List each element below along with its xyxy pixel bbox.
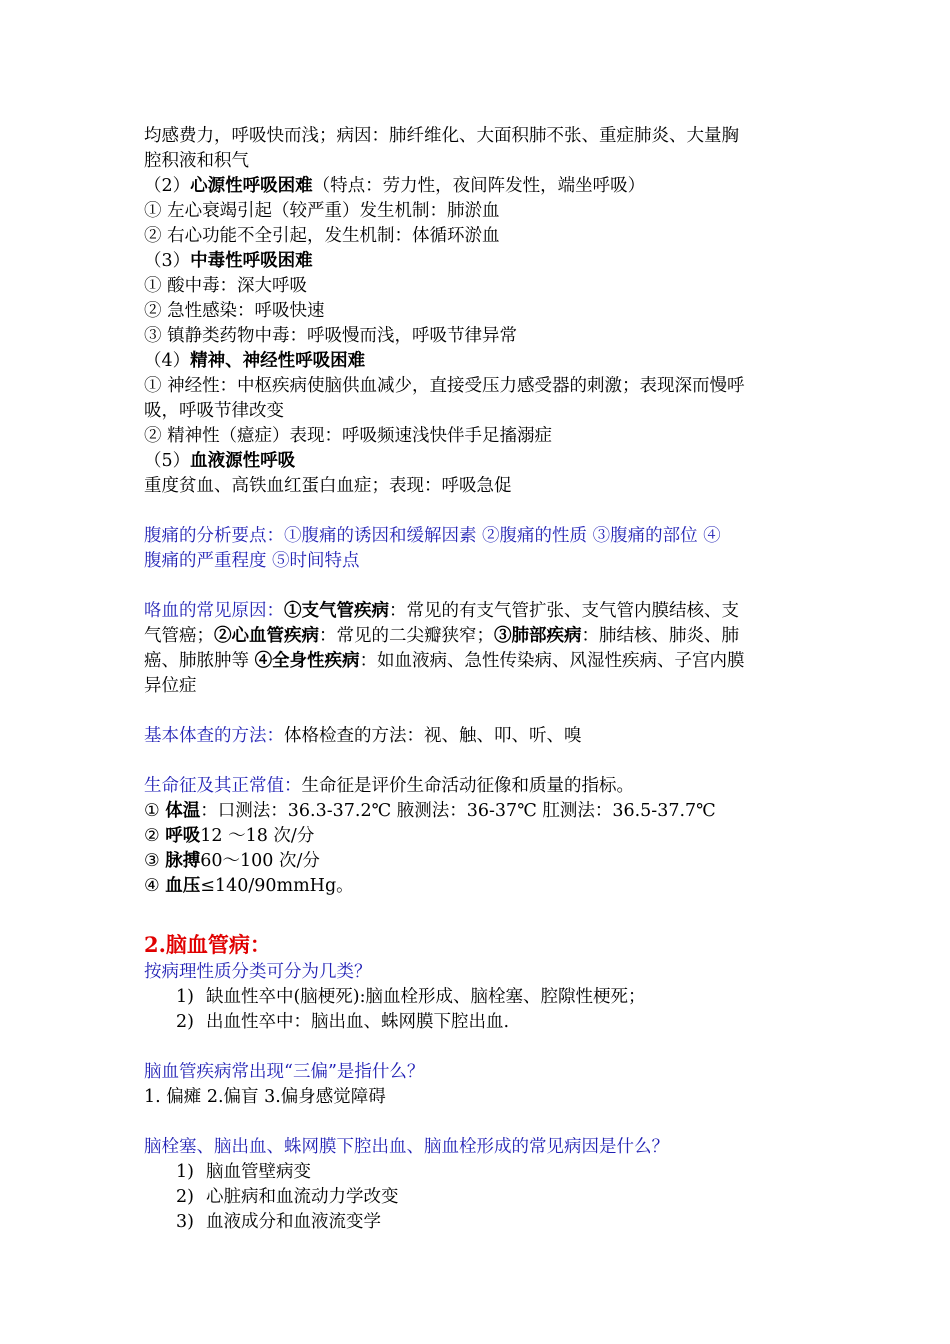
list-item: ① 神经性：中枢疾病使脑供血减少，直接受压力感受器的刺激；表现深而慢呼 [144, 376, 745, 396]
cause-title: ①支气管疾病 [284, 601, 389, 621]
list-item [144, 985, 814, 1010]
subsection-title: 血液源性呼吸 [190, 451, 296, 471]
list-item: ① 左心衰竭引起（较严重）发生机制：肺淤血 [144, 201, 500, 221]
item-number: ① [144, 801, 166, 821]
item-number: ④ [144, 876, 166, 896]
subsection-title: 心源性呼吸困难 [190, 176, 313, 196]
subsection-cardiac [144, 174, 814, 199]
item-number: （3） [144, 251, 191, 271]
vital-value: ：口测法：36.3-37.2℃ 腋测法：36-37℃ 肛测法：36.5-37.7℃ [200, 801, 716, 821]
hemoptysis-line [144, 624, 814, 649]
vital-blood-pressure [144, 874, 814, 899]
cause-title: ④全身性疾病 [254, 651, 360, 671]
spacer [144, 749, 814, 774]
list-item: ① 酸中毒：深大呼吸 [144, 276, 308, 296]
item-number: 2) [176, 1187, 194, 1207]
vitals-line [144, 774, 814, 799]
vital-title: 脉搏 [165, 851, 201, 871]
item-number: 1) [176, 987, 194, 1007]
subsection-title: 精神、神经性呼吸困难 [190, 351, 366, 371]
list-item: ② 右心功能不全引起，发生机制：体循环淤血 [144, 226, 500, 246]
item-number: 2) [176, 1012, 194, 1032]
text-line: 重度贫血、高铁血红蛋白血症；表现：呼吸急促 [144, 476, 512, 496]
subsection-note: （特点：劳力性，夜间阵发性，端坐呼吸） [312, 176, 646, 196]
item-text: 血液成分和血液流变学 [205, 1212, 381, 1232]
item-number: ② [144, 826, 166, 846]
cause-text: 癌、肺脓肿等 [144, 651, 255, 671]
vital-title: 呼吸 [165, 826, 201, 846]
item-number: （2） [144, 176, 191, 196]
subsection-title: 中毒性呼吸困难 [190, 251, 313, 271]
section-label: 生命征及其正常值： [144, 776, 302, 796]
document-body [144, 124, 814, 1235]
item-text: 心脏病和血流动力学改变 [205, 1187, 399, 1207]
abdominal-pain-line: 腹痛的分析要点：①腹痛的诱因和缓解因素 ②腹痛的性质 ③腹痛的部位 ④ [144, 526, 721, 546]
subsection-neuro [144, 349, 814, 374]
exam-text: 体格检查的方法：视、触、叩、听、嗅 [284, 726, 582, 746]
item-text: 缺血性卒中(脑梗死):脑血栓形成、脑栓塞、腔隙性梗死； [205, 987, 646, 1007]
item-number: （5） [144, 451, 191, 471]
abdominal-pain-line: 腹痛的严重程度 ⑤时间特点 [144, 551, 360, 571]
spacer [144, 899, 814, 924]
list-item [144, 1010, 814, 1035]
spacer [144, 699, 814, 724]
spacer [144, 499, 814, 524]
list-item [144, 1185, 814, 1210]
vital-temperature [144, 799, 814, 824]
spacer [144, 1110, 814, 1135]
item-number: 3) [176, 1212, 194, 1232]
question: 按病理性质分类可分为几类？ [144, 962, 372, 982]
question: 脑血管疾病常出现“三偏”是指什么？ [144, 1062, 425, 1082]
exam-line [144, 724, 814, 749]
item-number: （4） [144, 351, 191, 371]
section-label: 基本体查的方法： [144, 726, 284, 746]
vital-respiration [144, 824, 814, 849]
cause-title: ②心血管疾病 [214, 626, 319, 646]
vital-value: 60～100 次/分 [200, 851, 320, 871]
spacer [144, 574, 814, 599]
list-item: ② 精神性（癔症）表现：呼吸频速浅快伴手足搐溺症 [144, 426, 553, 446]
hemoptysis-line [144, 649, 814, 674]
vital-value: ≤140/90mmHg。 [200, 876, 354, 896]
subsection-blood [144, 449, 814, 474]
item-number: 1) [176, 1162, 194, 1182]
vital-pulse [144, 849, 814, 874]
item-text: 出血性卒中：脑出血、蛛网膜下腔出血. [205, 1012, 510, 1032]
cause-text: ：如血液病、急性传染病、风湿性疾病、子宫内膜 [359, 651, 745, 671]
cause-title: ③肺部疾病 [494, 626, 582, 646]
hemoptysis-line: 异位症 [144, 676, 197, 696]
cause-text: ：常见的二尖瓣狭窄； [319, 626, 494, 646]
cause-text: ：肺结核、肺炎、肺 [581, 626, 739, 646]
spacer [144, 1035, 814, 1060]
item-number: ③ [144, 851, 166, 871]
answer: 1. 偏瘫 2.偏盲 3.偏身感觉障碍 [144, 1087, 386, 1107]
list-item [144, 1160, 814, 1185]
item-text: 脑血管壁病变 [205, 1162, 311, 1182]
cause-text: ：常见的有支气管扩张、支气管内膜结核、支 [389, 601, 739, 621]
text-line: 均感费力，呼吸快而浅；病因：肺纤维化、大面积肺不张、重症肺炎、大量胸 [144, 126, 739, 146]
hemoptysis-line [144, 599, 814, 624]
question: 脑栓塞、脑出血、蛛网膜下腔出血、脑血栓形成的常见病因是什么？ [144, 1137, 669, 1157]
list-item: ③ 镇静类药物中毒：呼吸慢而浅，呼吸节律异常 [144, 326, 518, 346]
text-line: 吸，呼吸节律改变 [144, 401, 284, 421]
section-label: 咯血的常见原因： [144, 601, 284, 621]
subsection-toxic [144, 249, 814, 274]
cause-text: 气管癌； [144, 626, 214, 646]
vital-value: 12 ～18 次/分 [200, 826, 315, 846]
vital-title: 血压 [165, 876, 201, 896]
list-item: ② 急性感染：呼吸快速 [144, 301, 325, 321]
list-item [144, 1210, 814, 1235]
section-heading: 2.脑血管病： [144, 932, 271, 957]
text-line: 腔积液和积气 [144, 151, 249, 171]
vital-title: 体温 [165, 801, 201, 821]
vitals-text: 生命征是评价生命活动征像和质量的指标。 [301, 776, 634, 796]
